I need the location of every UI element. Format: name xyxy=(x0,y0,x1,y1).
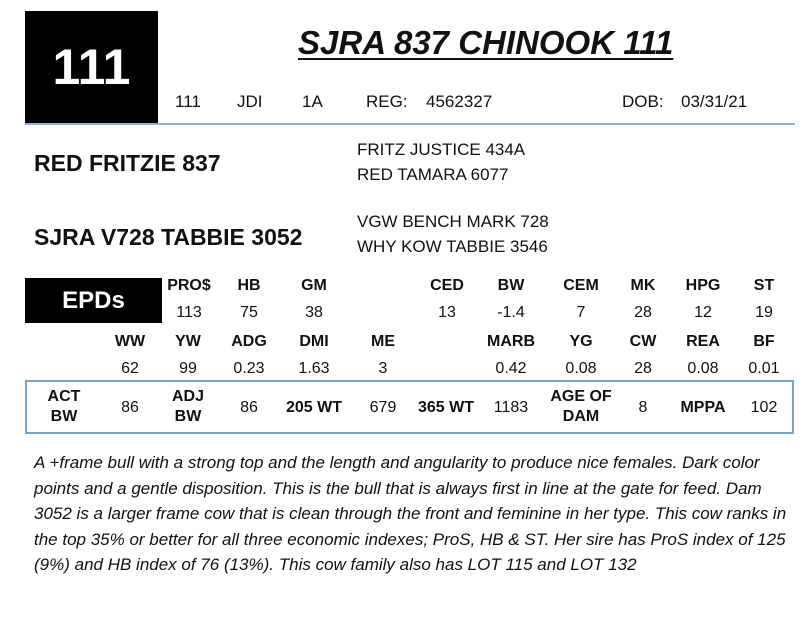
lot-number: 111 xyxy=(52,39,131,95)
dam-sire-name: VGW BENCH MARK 728 xyxy=(357,212,549,231)
epd-value: 12 xyxy=(694,304,712,321)
wt205-label: 205 WT xyxy=(285,399,342,416)
epd-value: 7 xyxy=(576,304,586,321)
act-bw-value: 86 xyxy=(121,399,139,416)
epd-value: 62 xyxy=(121,360,139,377)
epd-value: 0.08 xyxy=(565,360,597,377)
adj-bw-label-2: BW xyxy=(174,408,202,425)
header-divider xyxy=(25,123,795,125)
class-code: 1A xyxy=(302,92,323,111)
reg-label: REG: xyxy=(366,92,408,111)
epd-value: 113 xyxy=(176,304,202,321)
epd-value: 0.42 xyxy=(495,360,527,377)
adj-bw-value: 86 xyxy=(240,399,258,416)
epd-value: 38 xyxy=(305,304,323,321)
wt365-label: 365 WT xyxy=(417,399,474,416)
epd-value: 1.63 xyxy=(298,360,330,377)
animal-name: SJRA 837 CHINOOK 111 xyxy=(298,24,674,61)
epd-label: ME xyxy=(371,333,395,350)
epd-value: 28 xyxy=(634,360,652,377)
tag-number: 111 xyxy=(175,92,201,111)
act-bw-label-2: BW xyxy=(50,408,78,425)
age-of-dam-label-2: DAM xyxy=(562,408,600,425)
epd-value: 19 xyxy=(755,304,773,321)
dob-label: DOB: xyxy=(622,92,664,111)
reg-number: 4562327 xyxy=(426,92,493,111)
epd-value: 0.23 xyxy=(233,360,265,377)
lot-comments: A +frame bull with a strong top and the length and angularity to produce nice females. Dark color points and a gentle disposition. This is the bull that is always first in line at the gate for feed. Dam 3052 is a larger frame cow that is clean through the front and feminine in her type. This cow ranks in the top 35% or better for all three economic indexes; ProS, HB & ST. Her sire has ProS index of 125 (9%) and HB index of 76 (13%). This cow family also has LOT 115 and LOT 132 xyxy=(34,453,787,574)
epd-label: CED xyxy=(430,277,464,294)
epd-label: PRO$ xyxy=(167,277,211,294)
epd-label: GM xyxy=(301,277,327,294)
mppa-value: 102 xyxy=(750,399,778,416)
breeder-code: JDI xyxy=(237,92,263,111)
epd-label: ST xyxy=(753,277,775,294)
dam-name: SJRA V728 TABBIE 3052 xyxy=(34,224,303,250)
epd-value: 13 xyxy=(438,304,456,321)
age-of-dam-value: 8 xyxy=(638,399,648,416)
mppa-label: MPPA xyxy=(680,399,726,416)
lot-number-box xyxy=(25,11,158,123)
epd-label: BF xyxy=(753,333,775,350)
sire-name: RED FRITZIE 837 xyxy=(34,150,221,176)
epd-label: REA xyxy=(686,333,720,350)
epd-label: WW xyxy=(114,333,146,350)
dob-value: 03/31/21 xyxy=(681,92,748,111)
epd-label: CW xyxy=(629,333,657,350)
epd-label: BW xyxy=(497,277,525,294)
epd-label: MARB xyxy=(487,333,535,350)
epds-label-box xyxy=(25,278,162,323)
sire-dam-name: RED TAMARA 6077 xyxy=(357,165,509,184)
epd-value: 28 xyxy=(634,304,652,321)
epd-value: -1.4 xyxy=(497,304,525,321)
epd-label: YG xyxy=(569,333,593,350)
epd-label: YW xyxy=(175,333,201,350)
epd-value: 3 xyxy=(378,360,388,377)
epd-label: MK xyxy=(630,277,656,294)
epd-label: DMI xyxy=(299,333,329,350)
epd-value: 0.01 xyxy=(748,360,780,377)
epd-label: HB xyxy=(237,277,261,294)
epd-value: 99 xyxy=(179,360,197,377)
sire-sire-name: FRITZ JUSTICE 434A xyxy=(357,140,526,159)
epd-value: 0.08 xyxy=(687,360,719,377)
age-of-dam-label-1: AGE OF xyxy=(550,388,612,405)
wt205-value: 679 xyxy=(369,399,397,416)
adj-bw-label-1: ADJ xyxy=(171,388,204,405)
epds-title: EPDs xyxy=(62,286,125,314)
wt365-value: 1183 xyxy=(493,399,529,416)
dam-dam-name: WHY KOW TABBIE 3546 xyxy=(357,237,548,256)
epd-label: HPG xyxy=(685,277,721,294)
act-bw-label-1: ACT xyxy=(47,388,81,405)
epd-label: ADG xyxy=(231,333,267,350)
epd-label: CEM xyxy=(563,277,599,294)
epd-value: 75 xyxy=(240,304,258,321)
